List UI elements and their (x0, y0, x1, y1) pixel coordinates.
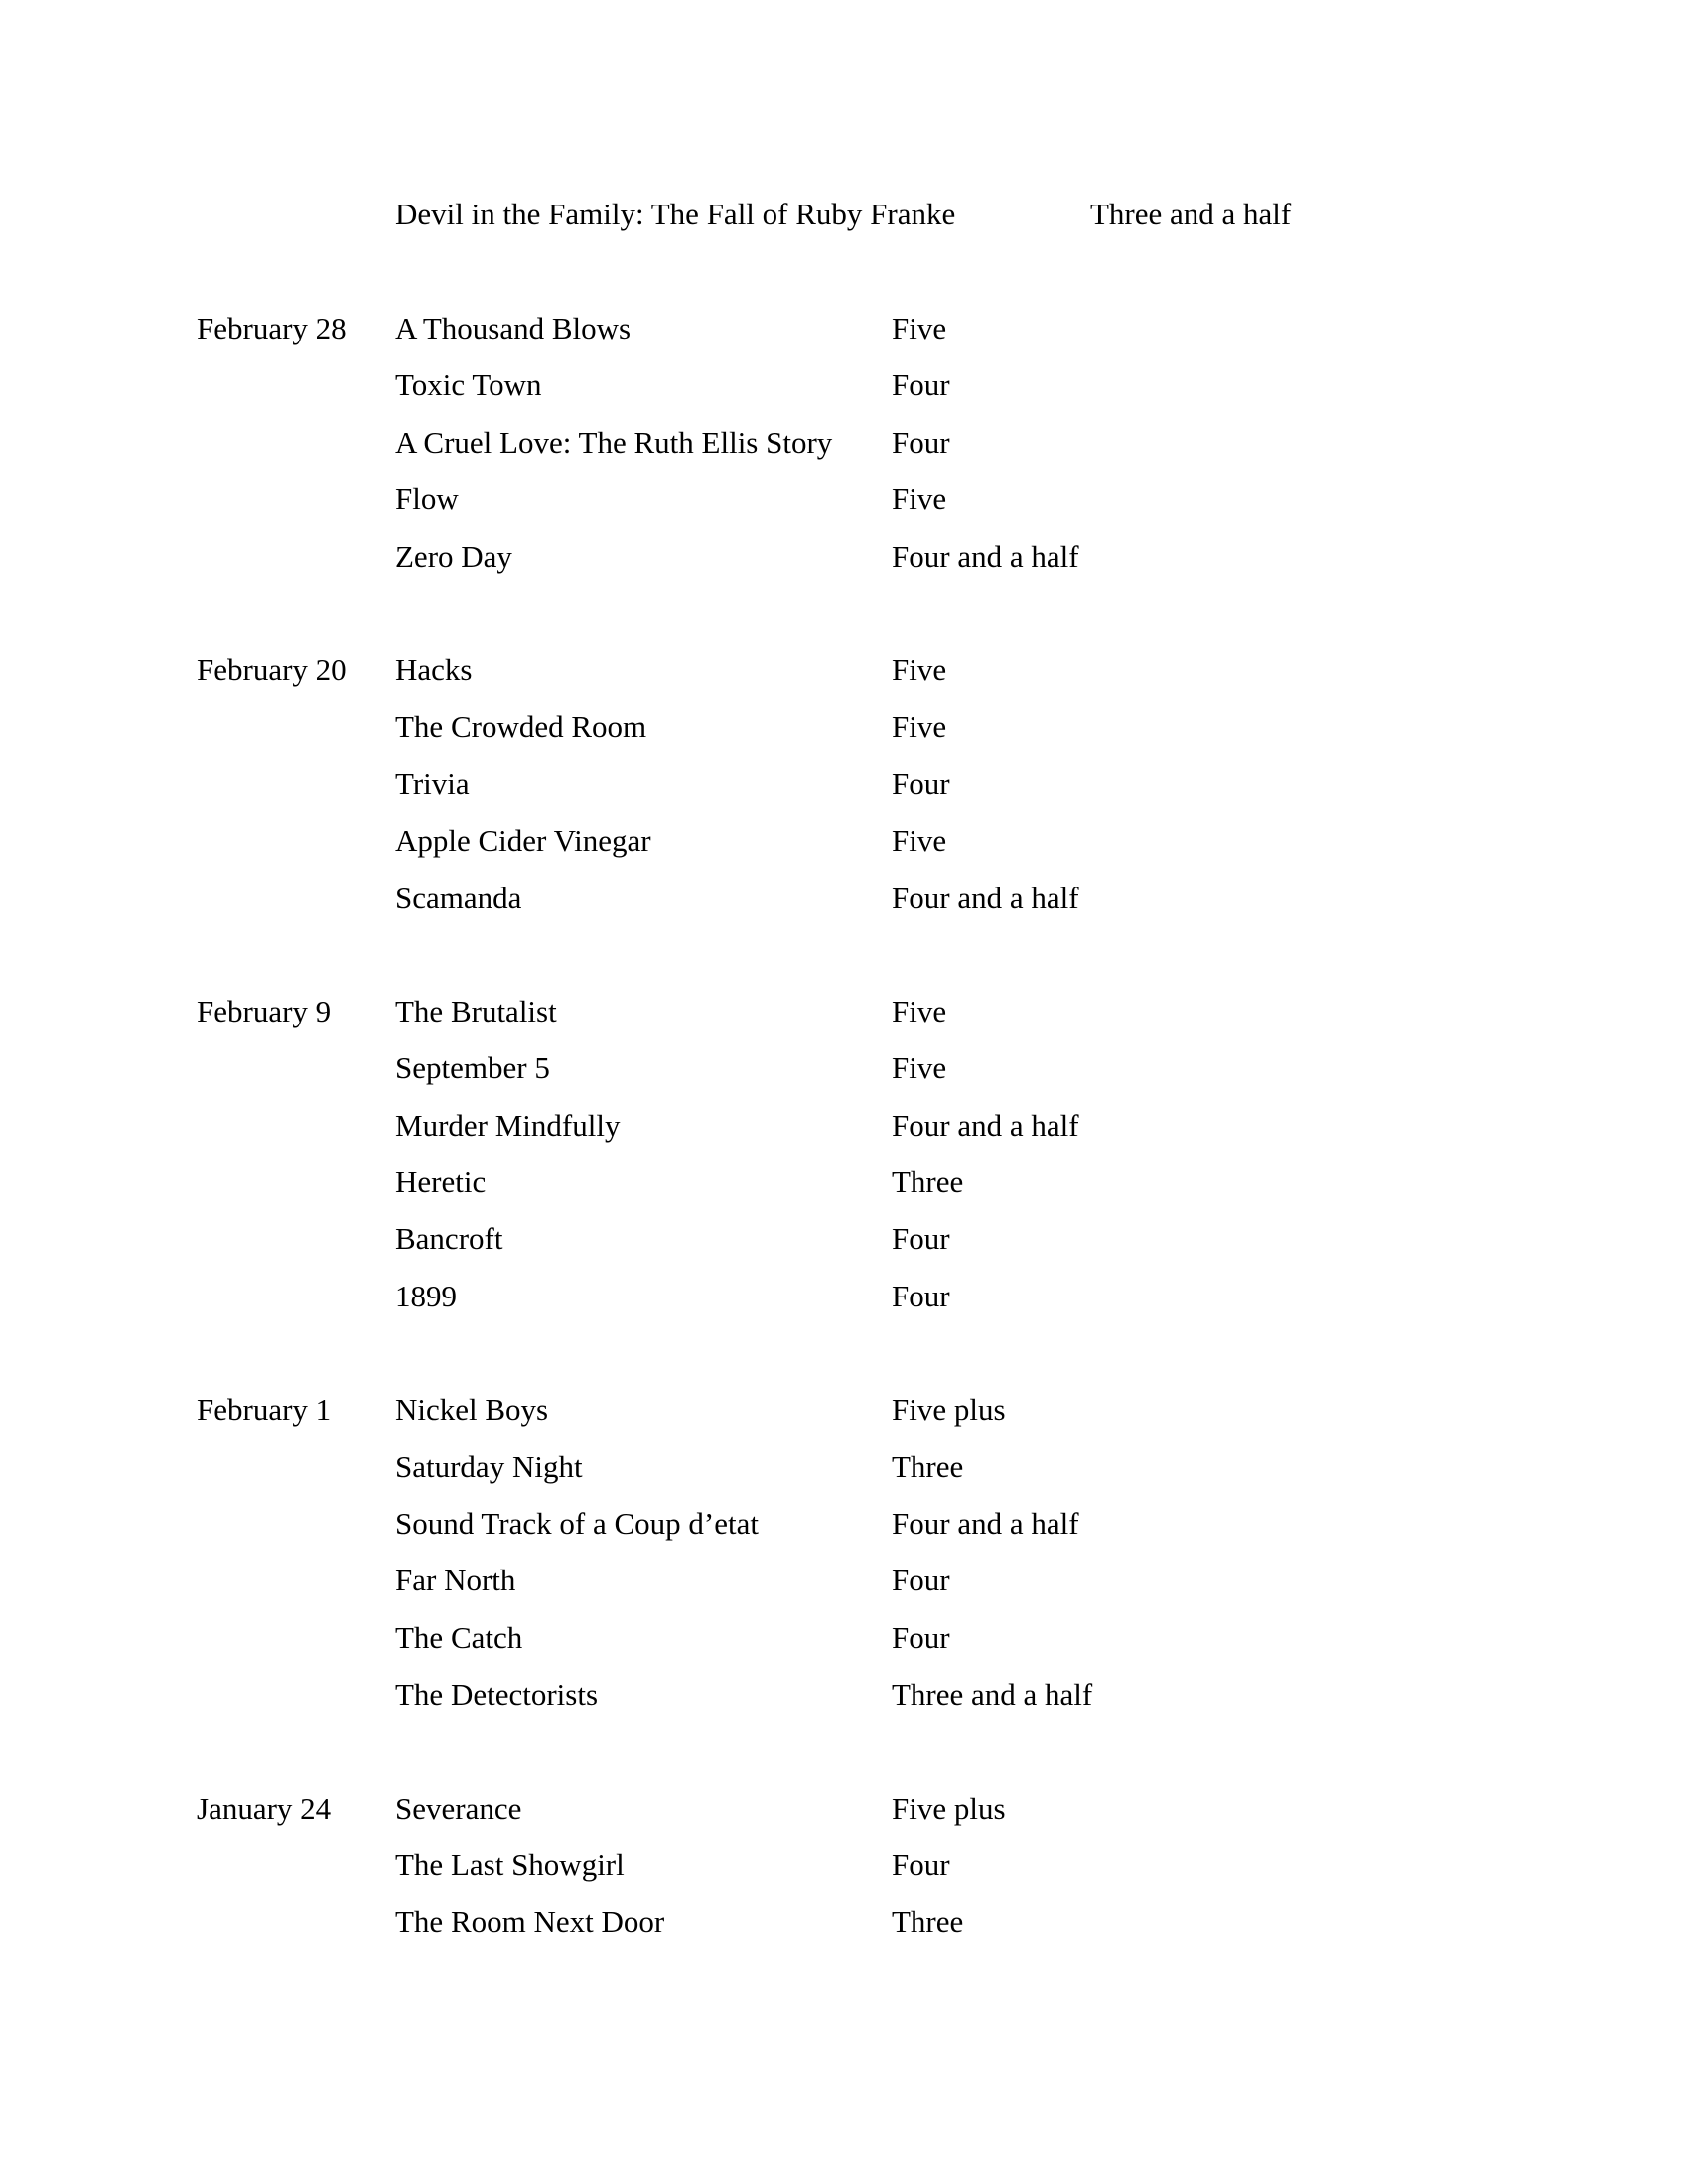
entry-rating: Four (892, 765, 950, 801)
entry-row (197, 1108, 1487, 1164)
entry-row (197, 367, 1487, 424)
date-group (197, 994, 1487, 1335)
entry-title: Trivia (395, 765, 470, 801)
date-group (197, 652, 1487, 937)
entry-row (197, 311, 1487, 367)
entry-row (197, 766, 1487, 823)
entry-rating: Four (892, 1563, 950, 1598)
entry-title: 1899 (395, 1278, 457, 1313)
entry-row (197, 1904, 1487, 1961)
entry-title: The Crowded Room (395, 709, 647, 745)
group-date: January 24 (197, 1790, 332, 1826)
entry-row (197, 823, 1487, 880)
entry-title: A Thousand Blows (395, 311, 632, 345)
entry-row (197, 539, 1487, 596)
entry-row (197, 1677, 1487, 1733)
entry-title: Heretic (395, 1164, 487, 1200)
entry-rating: Three and a half (1090, 197, 1292, 231)
entry-rating: Five (892, 481, 947, 517)
entry-rating: Four (892, 367, 950, 403)
group-date: February 28 (197, 311, 347, 345)
entry-rating: Five (892, 311, 947, 345)
entry-rating: Four and a half (892, 1506, 1079, 1542)
entry-row (197, 1620, 1487, 1677)
entry-row (197, 1392, 1487, 1448)
date-group (197, 1392, 1487, 1733)
entry-title: Saturday Night (395, 1448, 583, 1484)
entry-title: September 5 (395, 1050, 550, 1086)
entry-rating: Four and a half (892, 538, 1079, 574)
group-date: February 1 (197, 1392, 332, 1428)
entry-rating: Five (892, 709, 947, 745)
entry-rating: Three (892, 1164, 964, 1200)
entry-rating: Three and a half (892, 1677, 1093, 1712)
top-entry (395, 197, 1388, 236)
entry-row (197, 1506, 1487, 1563)
entry-title: Severance (395, 1790, 522, 1826)
entry-rating: Five (892, 823, 947, 859)
entry-rating: Three (892, 1904, 964, 1940)
entry-row (197, 709, 1487, 765)
entry-rating: Four (892, 424, 950, 460)
entry-rating: Four (892, 1846, 950, 1882)
entry-rating: Five (892, 651, 947, 687)
entry-rating: Five (892, 993, 947, 1028)
entry-rating: Five plus (892, 1392, 1006, 1428)
date-group (197, 1791, 1487, 1962)
entry-title: Hacks (395, 651, 473, 687)
entry-row (197, 1164, 1487, 1221)
entry-title: Far North (395, 1563, 516, 1598)
entry-rating: Three (892, 1448, 964, 1484)
entry-row (197, 994, 1487, 1050)
entry-row (197, 1791, 1487, 1847)
entry-row (197, 1563, 1487, 1619)
entry-row (197, 481, 1487, 538)
entry-rating: Four and a half (892, 880, 1079, 915)
entry-title: Bancroft (395, 1221, 503, 1257)
entry-rating: Four (892, 1278, 950, 1313)
entry-rating: Four (892, 1221, 950, 1257)
entry-title: Apple Cider Vinegar (395, 823, 651, 859)
entry-title: The Room Next Door (395, 1904, 665, 1940)
entry-rating: Five (892, 1050, 947, 1086)
entry-rating: Four (892, 1619, 950, 1655)
entry-title: Scamanda (395, 880, 522, 915)
entry-title: The Detectorists (395, 1677, 599, 1712)
date-group (197, 311, 1487, 596)
entry-rating: Five plus (892, 1790, 1006, 1826)
entry-row (197, 1449, 1487, 1506)
entry-title: A Cruel Love: The Ruth Ellis Story (395, 424, 833, 460)
entry-row (197, 1050, 1487, 1107)
entry-row (197, 1221, 1487, 1278)
group-date: February 20 (197, 651, 347, 687)
entry-title: Sound Track of a Coup d’etat (395, 1506, 759, 1542)
entry-title: Devil in the Family: The Fall of Ruby Franke (395, 197, 956, 231)
entry-row (197, 1847, 1487, 1904)
entry-row (197, 881, 1487, 937)
review-groups (197, 311, 1487, 2018)
entry-title: The Brutalist (395, 993, 557, 1028)
entry-title: Murder Mindfully (395, 1107, 621, 1143)
entry-title: Toxic Town (395, 367, 542, 403)
entry-title: Nickel Boys (395, 1392, 549, 1428)
entry-row (197, 425, 1487, 481)
entry-title: The Last Showgirl (395, 1846, 625, 1882)
entry-title: The Catch (395, 1619, 523, 1655)
entry-rating: Four and a half (892, 1107, 1079, 1143)
entry-title: Zero Day (395, 538, 512, 574)
entry-row (197, 652, 1487, 709)
entry-title: Flow (395, 481, 459, 517)
group-date: February 9 (197, 993, 332, 1028)
entry-row (197, 1279, 1487, 1335)
